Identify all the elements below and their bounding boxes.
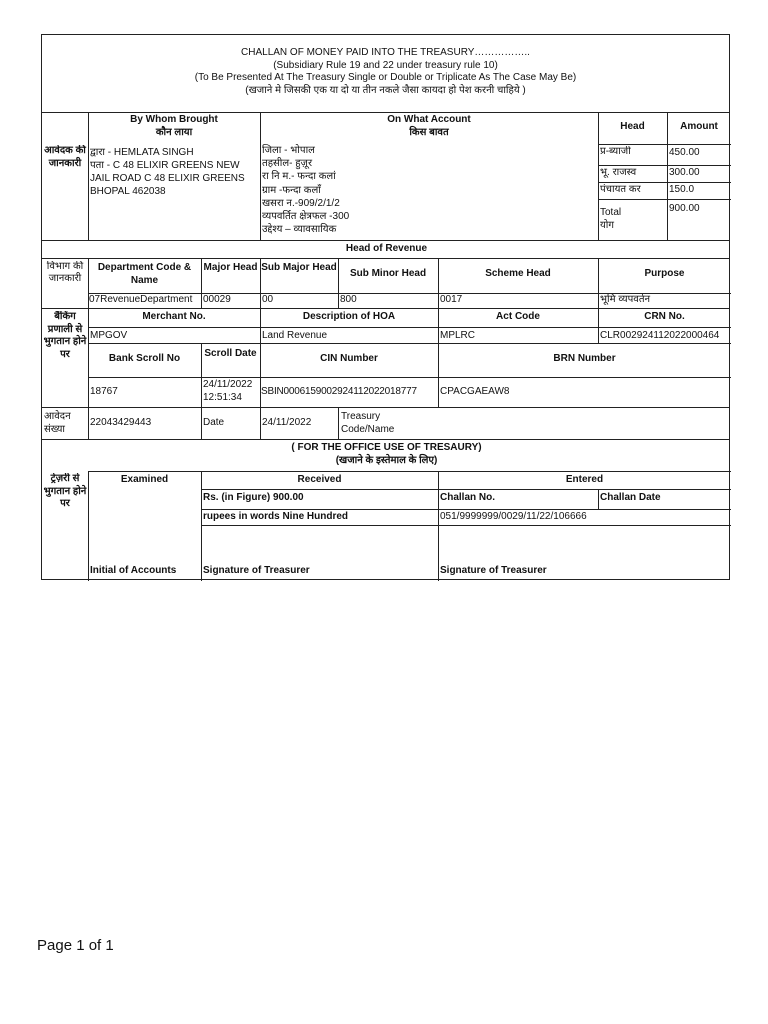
head-column-header: Head bbox=[620, 121, 645, 132]
application-no-value: 22043429443 bbox=[90, 417, 152, 428]
head-item-panchayat-tax: पंचायत कर bbox=[600, 184, 641, 195]
banking-side-label: बैंकिंग प्रणाली से भुगतान होने पर bbox=[43, 311, 87, 360]
department-code-value: 07RevenueDepartment bbox=[89, 294, 193, 305]
col-sub-minor-head: Sub Minor Head bbox=[349, 268, 427, 279]
header-title: CHALLAN OF MONEY PAID INTO THE TREASURY…………….. bbox=[241, 47, 530, 58]
initial-of-accounts: Initial of Accounts bbox=[90, 565, 177, 576]
brought-by-address-3: BHOPAL 462038 bbox=[90, 186, 166, 197]
total-label bbox=[600, 207, 666, 232]
description-hoa-value: Land Revenue bbox=[262, 330, 328, 341]
merchant-no-value: MPGOV bbox=[90, 330, 128, 341]
entered-label: Entered bbox=[565, 474, 604, 485]
head-of-revenue-title: Head of Revenue bbox=[345, 243, 428, 254]
account-circle: रा नि म.- फन्दा कलां bbox=[262, 171, 336, 183]
examined-label: Examined bbox=[120, 474, 169, 485]
head-item-interest: प्र-ब्याजी bbox=[600, 146, 631, 157]
treasury-label-1: Treasury bbox=[341, 411, 381, 422]
signature-of-treasurer-entered: Signature of Treasurer bbox=[440, 565, 547, 576]
account-purpose: उद्देश्य – व्यावसायिक bbox=[262, 224, 337, 236]
cin-number-value bbox=[261, 386, 438, 399]
treasury-label-2: Code/Name bbox=[341, 424, 395, 435]
col-scheme-head: Scheme Head bbox=[485, 268, 551, 279]
total-hi: योग bbox=[600, 219, 615, 231]
scheme-head-value: 0017 bbox=[440, 294, 463, 305]
header-instruction: (To Be Presented At The Treasury Single or Double or Triplicate As The Case May Be) bbox=[194, 72, 577, 83]
bank-scroll-no-value: 18767 bbox=[90, 386, 118, 397]
challan-header bbox=[42, 35, 729, 113]
amount-land-revenue: 300.00 bbox=[669, 167, 700, 178]
merchant-no-label: Merchant No. bbox=[142, 311, 206, 322]
brn-number-value: CPACGAEAW8 bbox=[440, 386, 510, 397]
header-subtitle: (Subsidiary Rule 19 and 22 under treasury rule 10) bbox=[273, 59, 498, 71]
rupees-in-words: rupees in words Nine Hundred bbox=[203, 511, 349, 522]
bank-scroll-no-label: Bank Scroll No bbox=[108, 353, 181, 364]
act-code-value: MPLRC bbox=[440, 330, 476, 341]
office-use-title-hi: (खजाने के इस्तेमाल के लिए) bbox=[335, 455, 438, 466]
application-date-label: Date bbox=[203, 417, 225, 428]
brought-by-address-1: पता - C 48 ELIXIR GREENS NEW bbox=[90, 160, 240, 171]
treasury-code-label bbox=[341, 410, 441, 436]
sub-minor-head-value: 800 bbox=[340, 294, 357, 305]
challan-date-label: Challan Date bbox=[600, 492, 661, 503]
purpose-value: भूमि व्यपवर्तन bbox=[600, 294, 651, 305]
amount-panchayat-tax: 150.0 bbox=[669, 184, 695, 195]
brought-by-address-2: JAIL ROAD C 48 ELIXIR GREENS bbox=[90, 173, 245, 184]
amount-interest: 450.00 bbox=[669, 147, 700, 158]
on-what-account-header bbox=[260, 114, 598, 139]
applicant-side-label: आवेदक की जानकारी bbox=[44, 145, 86, 169]
col-purpose: Purpose bbox=[644, 268, 685, 279]
on-what-en: On What Account bbox=[387, 114, 471, 125]
col-sub-major-head: Sub Major Head bbox=[261, 262, 337, 273]
treasury-payment-side-label: ट्रेज़री से भुगतान होने पर bbox=[43, 473, 87, 509]
cin-number-main: SBIN00061590029241120220187 bbox=[261, 386, 407, 397]
page-number: Page 1 of 1 bbox=[37, 937, 114, 954]
challan-no-value: 051/9999999/0029/11/22/106666 bbox=[440, 511, 587, 522]
office-use-title-en: ( FOR THE OFFICE USE OF TRESAURY) bbox=[291, 442, 482, 453]
account-district: जिला - भोपाल bbox=[262, 145, 315, 156]
by-whom-en: By Whom Brought bbox=[130, 114, 218, 125]
by-whom-hi: कौन लाया bbox=[155, 126, 193, 138]
brought-by-name: द्वारा - HEMLATA SINGH bbox=[90, 147, 194, 158]
challan-form bbox=[41, 34, 730, 580]
head-item-land-revenue: भू. राजस्व bbox=[600, 167, 637, 178]
description-hoa-label: Description of HOA bbox=[302, 311, 396, 322]
act-code-label: Act Code bbox=[496, 311, 540, 322]
application-no-label: आवेदन संख्या bbox=[44, 411, 71, 435]
total-amount: 900.00 bbox=[669, 203, 700, 214]
total-en: Total bbox=[600, 207, 622, 218]
department-side-label: विभाग की जानकारी bbox=[46, 261, 84, 284]
challan-no-label: Challan No. bbox=[440, 492, 496, 503]
scroll-time: 12:51:34 bbox=[203, 392, 242, 403]
scroll-date-value bbox=[203, 378, 260, 404]
office-use-title bbox=[42, 441, 731, 467]
cin-number-label: CIN Number bbox=[320, 353, 378, 364]
scroll-date-label: Scroll Date bbox=[204, 348, 257, 359]
signature-of-treasurer-received: Signature of Treasurer bbox=[203, 565, 310, 576]
sub-major-head-value: 00 bbox=[262, 294, 274, 305]
by-whom-brought-header bbox=[88, 114, 260, 139]
header-instruction-hindi: (खजाने मे जिसकी एक या दो या तीन नकले जैसा कायदा हो पेश करनी चाहिये ) bbox=[245, 84, 526, 96]
cin-number-tail: 77 bbox=[406, 386, 417, 397]
major-head-value: 00029 bbox=[203, 294, 231, 305]
crn-no-value: CLR002924112022000464 bbox=[600, 330, 720, 341]
account-tehsil: तहसील- हुज़ूर bbox=[262, 158, 313, 170]
application-date-value: 24/11/2022 bbox=[262, 417, 312, 428]
rs-in-figure: Rs. (in Figure) 900.00 bbox=[203, 492, 304, 503]
received-label: Received bbox=[297, 474, 342, 485]
amount-column-header: Amount bbox=[680, 121, 718, 132]
account-khasra: खसरा न.-909/2/1/2 bbox=[262, 197, 340, 209]
col-major-head: Major Head bbox=[203, 262, 258, 273]
scroll-date: 24/11/2022 bbox=[203, 379, 253, 390]
on-what-hi: किस बावत bbox=[409, 126, 449, 138]
col-department-code: Department Code & Name bbox=[97, 262, 192, 286]
brn-number-label: BRN Number bbox=[553, 353, 616, 364]
brought-by-details bbox=[90, 146, 260, 198]
account-details bbox=[262, 144, 596, 236]
account-area: व्यपवर्तित क्षेत्रफल -300 bbox=[262, 211, 350, 223]
account-village: ग्राम -फन्दा कलाँ bbox=[262, 184, 321, 196]
crn-no-label: CRN No. bbox=[644, 311, 685, 322]
